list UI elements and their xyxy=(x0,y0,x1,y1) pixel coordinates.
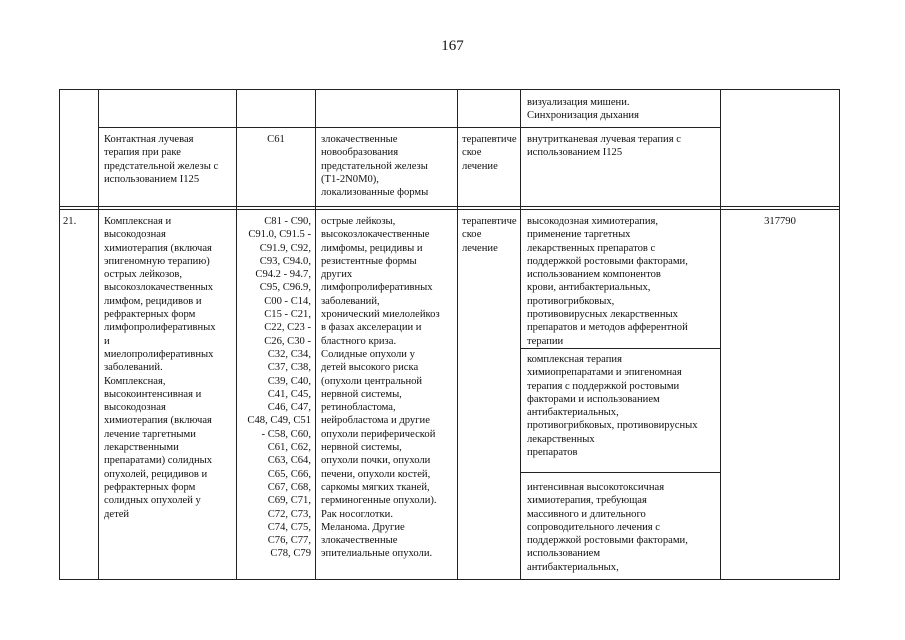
row-21-treatment-type: терапевтиче ское лечение xyxy=(462,216,517,254)
rule-row-21-top xyxy=(59,206,840,207)
document-table xyxy=(59,89,840,594)
row-21-method-1: высокодозная химиотерапия, применение таргетных лекарственных препаратов с поддержкой ростовыми факторами, использованием компонентов крови, антибактериальных, противогрибковых, противовирусных лекарственных препаратов и методов афферентной терапии xyxy=(527,216,688,347)
rule-method-2-3 xyxy=(520,472,720,473)
row-21-method-2: комплексная терапия химиопрепаратами и эпигеномная терапия с поддержкой ростовыми факторами и использованием антибактериальных, противогрибковых, противовирусных лекарственных препаратов xyxy=(527,354,698,459)
contact-row-model: злокачественные новообразования предстательной железы (T1-2N0M0), локализованные формы xyxy=(321,134,429,199)
col-rule-1 xyxy=(98,89,99,580)
col-rule-5 xyxy=(520,89,521,580)
rule-after-top-row xyxy=(98,127,720,128)
col-left-border xyxy=(59,89,60,580)
top-row-method: визуализация мишени. Синхронизация дыхания xyxy=(527,97,639,122)
contact-row-name: Контактная лучевая терапия при раке предстательной железы с использованием I125 xyxy=(104,134,219,185)
row-21-model: острые лейкозы, высокозлокачественные лимфомы, рецидивы и резистентные формы других лимфопролиферативных заболеваний, хронический миелолейкоз в фазах акселерации и бластного криза. Солидные опухоли у детей высокого риска (опухоли центральной нервной системы, ретинобластома, нейробластома и другие опухоли периферической нервной системы, опухоли почки, опухоли печени, опухоли костей, саркомы мягких тканей, герминогенные опухоли). Рак носоглотки. Меланома. Другие злокачественные эпителиальные опухоли. xyxy=(321,216,440,560)
page-number: 167 xyxy=(441,38,464,54)
col-rule-4 xyxy=(457,89,458,580)
contact-row-icd: C61 xyxy=(267,134,285,145)
row-21-number: 21. xyxy=(63,216,77,227)
row-21-icd: C81 - C90, C91.0, C91.5 - C91.9, C92, C93, C94.0, C94.2 - 94.7, C95, C96.9, C00 - C14, C15 - C21, C22, C23 - C26, C30 - C32, C34, C37, C38, C39, C40, C41, C45, C46, C47, C48, C49, C51 - C58, C60, C61, C62, C63, C64, C65, C66, C67, C68, C69, C71, C72, C73, C74, C75, C76, C77, C78, C79 xyxy=(247,216,311,560)
contact-row-treatment-type: терапевтиче ское лечение xyxy=(462,134,517,172)
rule-row-21-top-inner xyxy=(59,209,840,210)
col-rule-6 xyxy=(720,89,721,580)
row-21-name: Комплексная и высокодозная химиотерапия (включая эпигеномную терапию) острых лейкозов, высокозлокачественных лимфом, рецидивов и рефрактерных форм лимфопролиферативных и миелопролиферативных заболеваний. Комплексная, высокоинтенсивная и высокодозная химиотерапия (включая лечение таргетными лекарственными препаратами) солидных опухолей, рецидивов и рефрактерных форм солидных опухолей у детей xyxy=(104,216,216,520)
contact-row-method: внутритканевая лучевая терапия с использованием I125 xyxy=(527,134,681,159)
table-top-border xyxy=(59,89,840,90)
row-21-method-3: интенсивная высокотоксичная химиотерапия, требующая массивного и длительного сопроводительного лечения с поддержкой ростовыми факторами, использованием антибактериальных, xyxy=(527,482,688,573)
rule-method-1-2 xyxy=(520,348,720,349)
row-21-cost: 317790 xyxy=(764,216,796,227)
col-right-border xyxy=(839,89,840,580)
col-rule-3 xyxy=(315,89,316,580)
table-bottom-border xyxy=(59,579,840,580)
